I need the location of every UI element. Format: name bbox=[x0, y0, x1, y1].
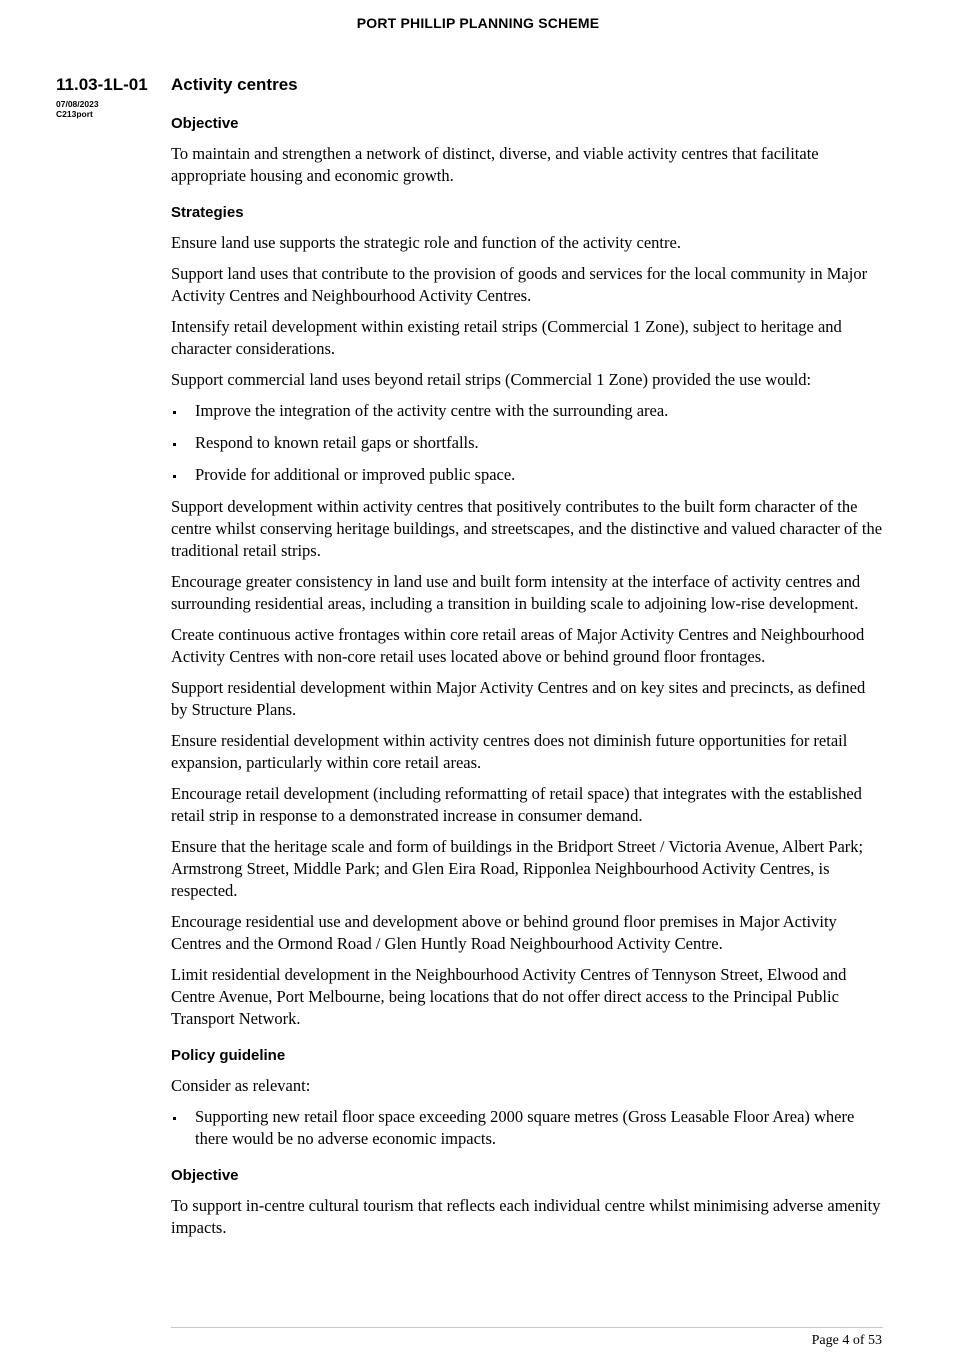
section-heading: Objective bbox=[171, 115, 239, 132]
section-objective bbox=[171, 114, 883, 187]
document-header: PORT PHILLIP PLANNING SCHEME bbox=[356, 15, 600, 31]
section-policy-guideline bbox=[171, 1046, 883, 1150]
paragraph: Support land uses that contribute to the provision of goods and services for the local community in Major Activity Centres and Neighbourhood Activity Centres. bbox=[171, 264, 868, 305]
section-heading: Strategies bbox=[171, 204, 244, 221]
clause-title: Activity centres bbox=[171, 75, 298, 94]
bullet-item: Respond to known retail gaps or shortfalls. bbox=[171, 432, 883, 454]
paragraph: Intensify retail development within existing retail strips (Commercial 1 Zone), subject to heritage and character considerations. bbox=[171, 317, 842, 358]
paragraph: Limit residential development in the Neighbourhood Activity Centres of Tennyson Street, Elwood and Centre Avenue, Port Melbourne, being locations that do not offer direct access to the Principal Public Transport Network. bbox=[171, 965, 847, 1028]
footer-divider bbox=[171, 1327, 883, 1328]
paragraph: Ensure that the heritage scale and form of buildings in the Bridport Street / Victoria Avenue, Albert Park; Armstrong Street, Middle Park; and Glen Eira Road, Ripponlea Neighbourhood Activity Centres, is respected. bbox=[171, 837, 864, 900]
paragraph: Ensure residential development within activity centres does not diminish future opportunities for retail expansion, particularly within core retail areas. bbox=[171, 731, 848, 772]
paragraph: Support commercial land uses beyond retail strips (Commercial 1 Zone) provided the use would: bbox=[171, 370, 812, 389]
paragraph: Create continuous active frontages within core retail areas of Major Activity Centres and Neighbourhood Activity Centres with non-core retail uses located above or behind ground floor frontages. bbox=[171, 625, 865, 666]
paragraph: To support in-centre cultural tourism that reflects each individual centre whilst minimising adverse amenity impacts. bbox=[171, 1196, 881, 1237]
paragraph: Encourage greater consistency in land use and built form intensity at the interface of activity centres and surrounding residential areas, including a transition in building scale to adjoining low-rise development. bbox=[171, 572, 861, 613]
paragraph: Support development within activity centres that positively contributes to the built form character of the centre whilst conserving heritage buildings, and streetscapes, and the distinctive and valued character of the traditional retail strips. bbox=[171, 497, 883, 560]
paragraph: Encourage retail development (including reformatting of retail space) that integrates with the established retail strip in response to a demonstrated increase in consumer demand. bbox=[171, 784, 862, 825]
bullet-list bbox=[171, 1106, 883, 1150]
bullet-item: Provide for additional or improved public space. bbox=[171, 464, 883, 486]
bullet-item: Improve the integration of the activity centre with the surrounding area. bbox=[171, 400, 883, 422]
page-number: Page 4 of 53 bbox=[811, 1333, 882, 1348]
clause-number: 11.03-1L-01 bbox=[56, 75, 148, 94]
paragraph: Support residential development within Major Activity Centres and on key sites and precincts, as defined by Structure Plans. bbox=[171, 678, 866, 719]
section-heading: Policy guideline bbox=[171, 1047, 286, 1064]
paragraph: Ensure land use supports the strategic role and function of the activity centre. bbox=[171, 233, 681, 252]
section-heading: Objective bbox=[171, 1167, 239, 1184]
paragraph: Consider as relevant: bbox=[171, 1076, 311, 1095]
clause-date: 07/08/2023 bbox=[56, 99, 99, 109]
clause-content bbox=[171, 114, 883, 1248]
clause-amendment: C213port bbox=[56, 109, 93, 119]
section-objective-tourism bbox=[171, 1166, 883, 1239]
paragraph: To maintain and strengthen a network of distinct, diverse, and viable activity centres that facilitate appropriate housing and economic growth. bbox=[171, 144, 819, 185]
bullet-list bbox=[171, 400, 883, 486]
paragraph: Encourage residential use and development above or behind ground floor premises in Major Activity Centres and the Ormond Road / Glen Huntly Road Neighbourhood Activity Centre. bbox=[171, 912, 837, 953]
section-strategies bbox=[171, 203, 883, 1030]
bullet-item: Supporting new retail floor space exceeding 2000 square metres (Gross Leasable Floor Area) where there would be no adverse economic impacts. bbox=[171, 1106, 883, 1150]
clause-metadata bbox=[56, 99, 99, 119]
